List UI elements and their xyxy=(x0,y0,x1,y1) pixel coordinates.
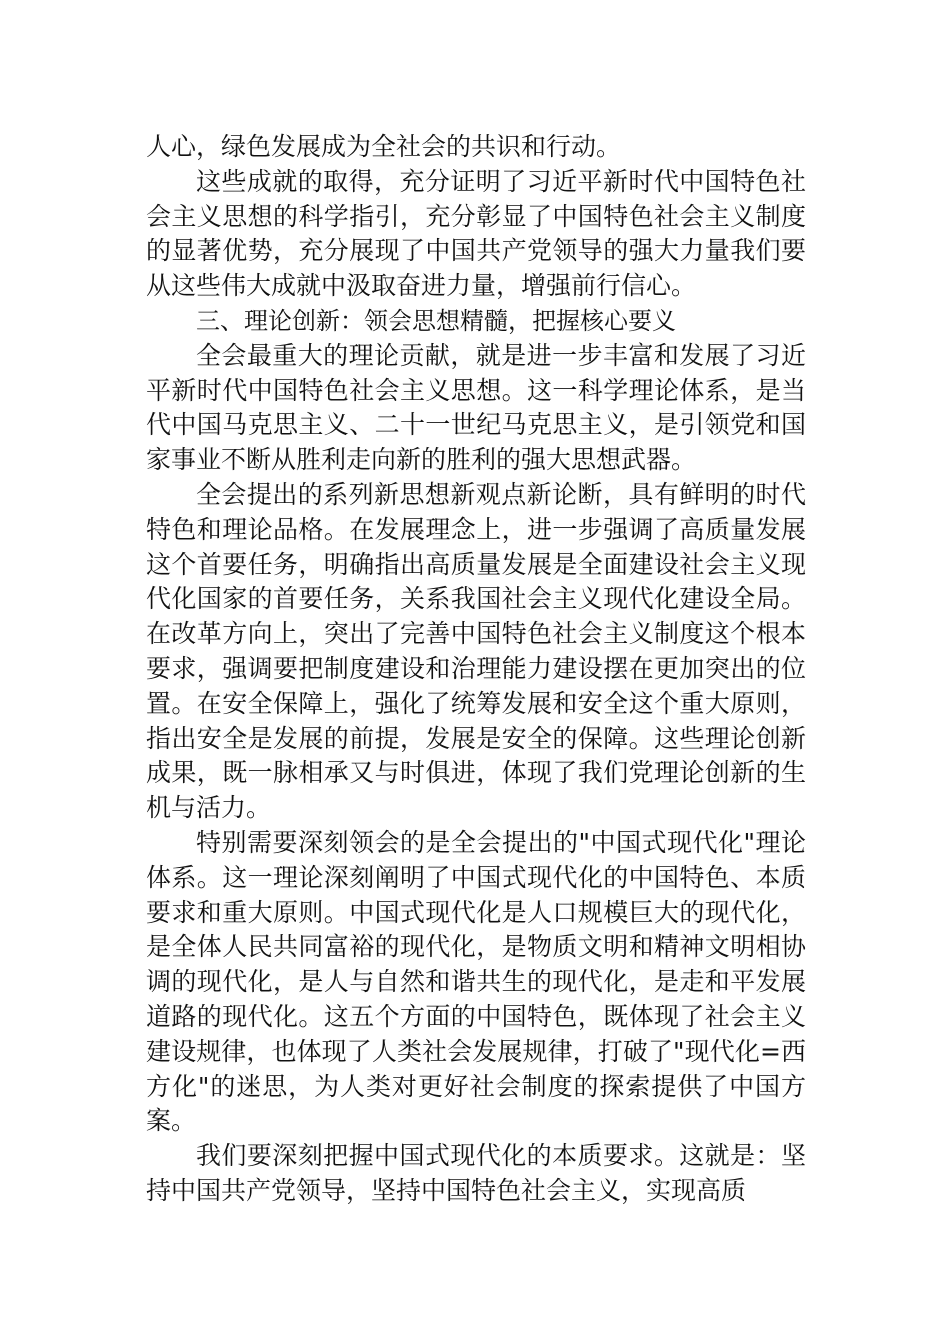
body-paragraph: 全会最重大的理论贡献，就是进一步丰富和发展了习近平新时代中国特色社会主义思想。这一科学理论体系，是当代中国马克思主义、二十一世纪马克思主义，是引领党和国家事业不断从胜利走向新的胜利的强大思想武器。 xyxy=(146,340,806,475)
body-paragraph: 我们要深刻把握中国式现代化的本质要求。这就是：坚持中国共产党领导，坚持中国特色社会主义，实现高质 xyxy=(146,1141,806,1205)
body-paragraph: 特别需要深刻领会的是全会提出的"中国式现代化"理论体系。这一理论深刻阐明了中国式现代化的中国特色、本质要求和重大原则。中国式现代化是人口规模巨大的现代化，是全体人民共同富裕的现代化，是物质文明和精神文明相协调的现代化，是人与自然和谐共生的现代化，是走和平发展道路的现代化。这五个方面的中国特色，既体现了社会主义建设规律，也体现了人类社会发展规律，打破了"现代化=西方化"的迷思，为人类对更好社会制度的探索提供了中国方案。 xyxy=(146,827,806,1136)
body-paragraph: 这些成就的取得，充分证明了习近平新时代中国特色社会主义思想的科学指引，充分彰显了中国特色社会主义制度的显著优势，充分展现了中国共产党领导的强大力量我们要从这些伟大成就中汲取奋进力量，增强前行信心。 xyxy=(146,166,806,301)
document-page xyxy=(146,130,806,1209)
section-heading: 三、理论创新：领会思想精髓，把握核心要义 xyxy=(196,306,676,335)
body-paragraph: 人心，绿色发展成为全社会的共识和行动。 xyxy=(146,132,622,161)
body-paragraph: 全会提出的系列新思想新观点新论断，具有鲜明的时代特色和理论品格。在发展理念上，进一步强调了高质量发展这个首要任务，明确指出高质量发展是全面建设社会主义现代化国家的首要任务，关系我国社会主义现代化建设全局。在改革方向上，突出了完善中国特色社会主义制度这个根本要求，强调要把制度建设和治理能力建设摆在更加突出的位置。在安全保障上，强化了统筹发展和安全这个重大原则，指出安全是发展的前提，发展是安全的保障。这些理论创新成果，既一脉相承又与时俱进，体现了我们党理论创新的生机与活力。 xyxy=(146,479,806,823)
